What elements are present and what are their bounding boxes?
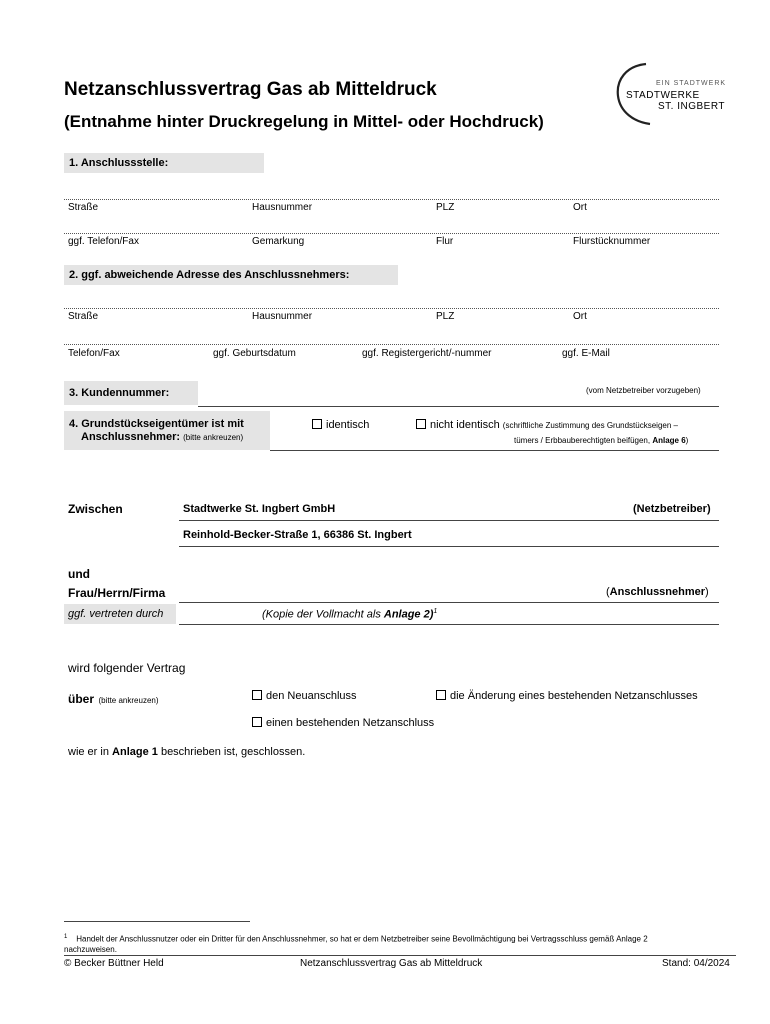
note2-text: tümers / Erbbauberechtigten beifügen, bbox=[514, 436, 651, 445]
page-title: Netzanschlussvertrag Gas ab Mitteldruck bbox=[64, 79, 437, 100]
label-email: ggf. E-Mail bbox=[562, 348, 610, 359]
vollmacht-anlage: Anlage 2) bbox=[383, 608, 434, 621]
represented-line bbox=[179, 624, 719, 625]
label-hausnummer: Hausnummer bbox=[252, 202, 313, 213]
customer-role-open: ( bbox=[606, 586, 610, 598]
footer-separator bbox=[64, 955, 736, 956]
ueber-text: über bbox=[68, 692, 95, 706]
customer-role-close: ) bbox=[705, 586, 709, 598]
footer-version: Stand: 04/2024 bbox=[662, 958, 730, 969]
label-hausnummer: Hausnummer bbox=[252, 311, 313, 322]
label-flurstuecknummer: Flurstücknummer bbox=[573, 236, 651, 247]
option-nicht-identisch-note: (schriftliche Zustimmung des Grundstückseigen – bbox=[502, 421, 678, 430]
footnote-text2: nachzuweisen. bbox=[64, 944, 117, 954]
section3-heading: 3. Kundennummer: bbox=[64, 381, 198, 405]
company-address: Reinhold-Becker-Straße 1, 66386 St. Ingbert bbox=[183, 529, 412, 541]
closing-pre: wie er in bbox=[68, 746, 113, 758]
represented-label: ggf. vertreten durch bbox=[68, 608, 164, 620]
section1-heading: 1. Anschlussstelle: bbox=[64, 153, 264, 173]
checkbox-bestehender[interactable] bbox=[252, 717, 262, 727]
option-nicht-identisch-note2 bbox=[514, 436, 688, 445]
footnote bbox=[64, 932, 736, 955]
option-nicht-identisch[interactable] bbox=[416, 419, 678, 431]
company-name: Stadtwerke St. Ingbert GmbH bbox=[183, 503, 336, 515]
label-flur: Flur bbox=[436, 236, 454, 247]
checkbox-nicht-identisch[interactable] bbox=[416, 419, 426, 429]
option-neuanschluss[interactable] bbox=[252, 690, 357, 702]
label-strasse: Straße bbox=[68, 311, 99, 322]
checkbox-neuanschluss[interactable] bbox=[252, 690, 262, 700]
customer-role bbox=[606, 586, 709, 598]
company-role: (Netzbetreiber) bbox=[633, 503, 711, 515]
ueber-label bbox=[68, 690, 159, 708]
section2-heading: 2. ggf. abweichende Adresse des Anschlussnehmers: bbox=[64, 265, 398, 285]
option-bestehender[interactable] bbox=[252, 717, 434, 729]
frau-herrn-firma-label: Frau/Herrn/Firma bbox=[68, 586, 166, 600]
footnote-text: Handelt der Anschlussnutzer oder ein Dritter für den Anschlussnehmer, so hat er dem Netzbetreiber seine Bevollmächtigung bei Vertragsschluss gemäß Anlage 2 bbox=[76, 934, 648, 944]
option-nicht-identisch-label: nicht identisch bbox=[430, 419, 500, 431]
label-strasse: Straße bbox=[68, 202, 99, 213]
vollmacht-pre: (Kopie der Vollmacht als bbox=[262, 608, 384, 621]
label-geburtsdatum: ggf. Geburtsdatum bbox=[213, 348, 296, 359]
zwischen-label: Zwischen bbox=[68, 502, 123, 516]
und-label: und bbox=[68, 567, 90, 581]
closing-anlage: Anlage 1 bbox=[112, 746, 158, 758]
checkbox-identisch[interactable] bbox=[312, 419, 322, 429]
footer-copyright: © Becker Büttner Held bbox=[64, 958, 164, 969]
section4-heading-anschlussnehmer: Anschlussnehmer: bbox=[81, 431, 181, 443]
section4-hint: (bitte ankreuzen) bbox=[183, 433, 244, 442]
closing-post: beschrieben ist, geschlossen. bbox=[157, 746, 306, 758]
address-line bbox=[179, 546, 719, 547]
contract-closing bbox=[68, 746, 305, 758]
company-line bbox=[179, 520, 719, 521]
option-identisch[interactable] bbox=[312, 419, 369, 431]
logo-line2: ST. INGBERT bbox=[658, 101, 725, 112]
contract-intro: wird folgender Vertrag bbox=[68, 661, 186, 675]
page-subtitle: (Entnahme hinter Druckregelung in Mittel- oder Hochdruck) bbox=[64, 112, 544, 131]
footnote-separator bbox=[64, 921, 250, 922]
vollmacht-footnote-ref: 1 bbox=[433, 608, 438, 615]
label-registergericht: ggf. Registergericht/-nummer bbox=[362, 348, 492, 359]
option-neuanschluss-label: den Neuanschluss bbox=[266, 690, 357, 702]
section4-line bbox=[270, 450, 719, 451]
divider bbox=[64, 199, 719, 200]
label-plz: PLZ bbox=[436, 311, 455, 322]
label-plz: PLZ bbox=[436, 202, 455, 213]
divider bbox=[64, 233, 719, 234]
section4-heading-line2 bbox=[81, 431, 243, 443]
note2-close: ) bbox=[685, 436, 689, 445]
label-telefon-fax: Telefon/Fax bbox=[68, 348, 120, 359]
customer-line bbox=[179, 602, 719, 603]
label-telefon-fax: ggf. Telefon/Fax bbox=[68, 236, 139, 247]
footnote-number: 1 bbox=[64, 934, 68, 940]
vollmacht-note bbox=[262, 608, 437, 621]
option-aenderung-label: die Änderung eines bestehenden Netzanschlusses bbox=[450, 690, 698, 702]
customer-number-line bbox=[198, 406, 719, 407]
option-bestehender-label: einen bestehenden Netzanschluss bbox=[266, 717, 435, 729]
label-ort: Ort bbox=[573, 202, 587, 213]
ueber-hint: (bitte ankreuzen) bbox=[98, 696, 159, 705]
logo-small-text: EIN STADTWERK bbox=[656, 80, 727, 87]
logo-line1: STADTWERKE bbox=[626, 90, 700, 101]
section4-heading-line1: 4. Grundstückseigentümer ist mit bbox=[69, 418, 244, 430]
footer-doc-title: Netzanschlussvertrag Gas ab Mitteldruck bbox=[300, 958, 483, 969]
note2-anlage: Anlage 6 bbox=[652, 436, 686, 445]
customer-number-note: (vom Netzbetreiber vorzugeben) bbox=[586, 386, 701, 395]
divider bbox=[64, 308, 719, 309]
checkbox-aenderung[interactable] bbox=[436, 690, 446, 700]
label-ort: Ort bbox=[573, 311, 587, 322]
option-identisch-label: identisch bbox=[326, 419, 370, 431]
divider bbox=[64, 344, 719, 345]
customer-role-text: Anschlussnehmer bbox=[609, 586, 706, 598]
label-gemarkung: Gemarkung bbox=[252, 236, 305, 247]
option-aenderung[interactable] bbox=[436, 690, 698, 702]
